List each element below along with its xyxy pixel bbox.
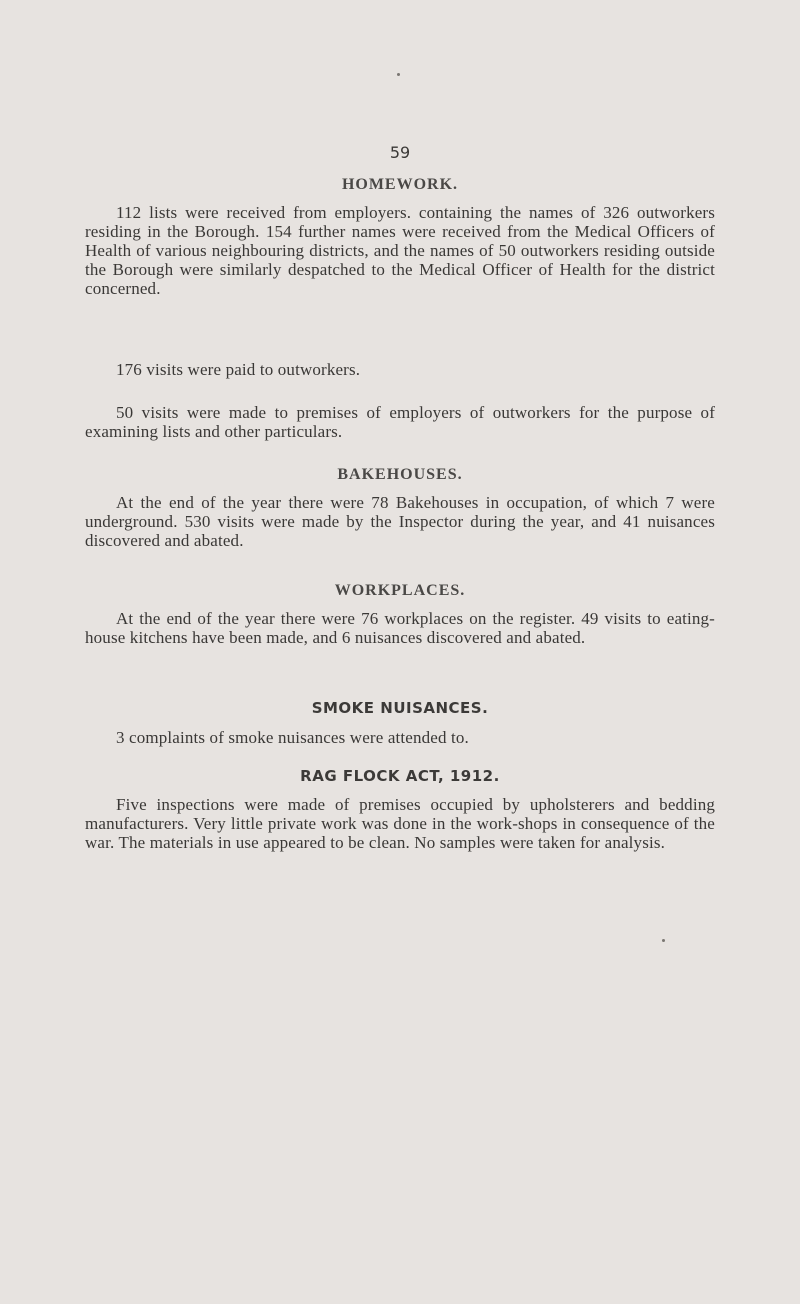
rag-flock-act-paragraph: Five inspections were made of premises occupied by upholsterers and bedding manufacturers. Very little private work was done in the work-shops in consequence of the war. The materials in use appeared to be clean. No samples were taken for analysis. <box>85 795 715 852</box>
page-number: 59 <box>389 143 411 162</box>
rag-flock-act-heading-block <box>85 767 715 785</box>
homework-paragraph-3: 50 visits were made to premises of employers of outworkers for the purpose of examining lists and other particulars. <box>85 403 715 441</box>
bakehouses-heading-block <box>85 466 715 484</box>
workplaces-paragraph-block <box>85 609 715 647</box>
workplaces-heading: WORKPLACES. <box>334 582 466 599</box>
speck-mark <box>662 939 665 942</box>
workplaces-paragraph: At the end of the year there were 76 workplaces on the register. 49 visits to eating-house kitchens have been made, and 6 nuisances discovered and abated. <box>85 609 715 647</box>
speck-mark <box>397 73 400 76</box>
rag-flock-act-heading: RAG FLOCK ACT, 1912. <box>300 767 500 785</box>
homework-paragraph-1: 112 lists were received from employers. containing the names of 326 outworkers residing in the Borough. 154 further names were received from the Medical Officers of Health of various neighbouring districts, and the names of 50 outworkers residing outside the Borough were similarly despatched to the Medical Officer of Health for the district concerned. <box>85 203 715 298</box>
bakehouses-paragraph: At the end of the year there were 78 Bakehouses in occupation, of which 7 were underground. 530 visits were made by the Inspector during the year, and 41 nuisances discovered and abated. <box>85 493 715 550</box>
smoke-nuisances-heading: SMOKE NUISANCES. <box>311 699 489 717</box>
homework-paragraph-2: 176 visits were paid to outworkers. <box>116 360 361 379</box>
bakehouses-heading: BAKEHOUSES. <box>337 466 463 483</box>
smoke-nuisances-paragraph-block <box>85 728 715 747</box>
homework-paragraph-1-block <box>85 203 715 298</box>
homework-heading-block <box>85 176 715 194</box>
smoke-nuisances-heading-block <box>85 699 715 717</box>
homework-heading: HOMEWORK. <box>341 176 459 193</box>
bakehouses-paragraph-block <box>85 493 715 550</box>
rag-flock-act-paragraph-block <box>85 795 715 852</box>
workplaces-heading-block <box>85 582 715 600</box>
smoke-nuisances-paragraph: 3 complaints of smoke nuisances were attended to. <box>116 728 469 747</box>
homework-paragraph-3-block <box>85 403 715 441</box>
homework-paragraph-2-block <box>85 360 715 379</box>
